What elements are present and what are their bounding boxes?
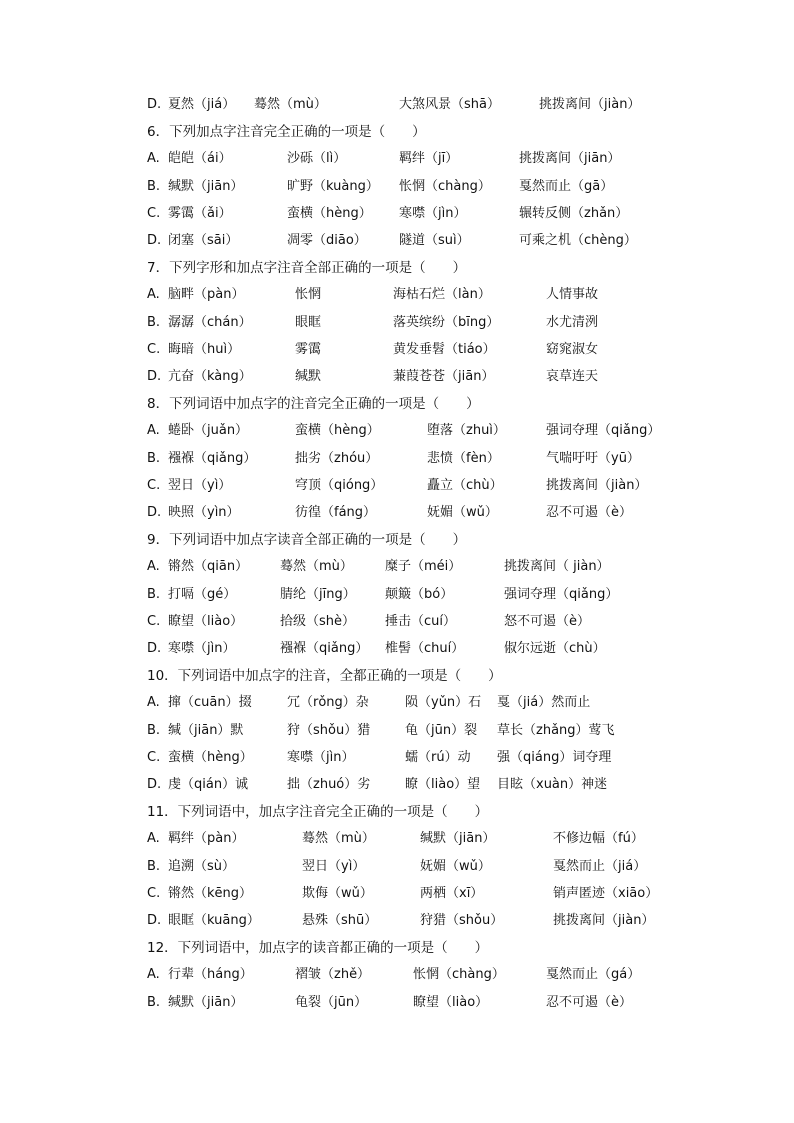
option-term: 忍不可遏（è）: [546, 994, 632, 1010]
option-label: B.: [147, 586, 161, 602]
option-term: 蓦然（mù）: [302, 831, 375, 847]
option-term: 蒹葭苍苍（jiān）: [393, 369, 495, 384]
option-term: 锵然（kēng）: [168, 885, 253, 901]
option-term: 蛮横（hèng）: [295, 423, 380, 439]
option-label: D.: [147, 233, 162, 248]
option-term: 强词夺理（qiǎng）: [546, 423, 661, 439]
option-term: 欺侮（wǔ）: [302, 885, 373, 901]
option-term: 妩媚（wǔ）: [427, 505, 498, 520]
option-term: 糜子（méi）: [385, 559, 462, 575]
option-term: 两栖（xī）: [420, 885, 484, 901]
option-term: 褶皱（zhě）: [295, 967, 371, 983]
option-term: 雾霭: [295, 341, 322, 357]
option-term: 行辈（háng）: [168, 967, 253, 983]
option-term: 旷野（kuàng）: [287, 178, 379, 194]
option-term: 亢奋（kàng）: [168, 369, 252, 384]
option-term: 大煞风景（shā）: [399, 97, 500, 112]
option-term: 潺潺（chán）: [168, 314, 252, 330]
option-term: 龟裂（jūn）: [295, 994, 368, 1010]
option-term: 映照（yìn）: [168, 505, 240, 520]
option-term: 腈纶（jīng）: [280, 586, 356, 602]
option-term: 堕落（zhuì）: [427, 423, 506, 439]
option-term: 夏然（jiá）: [168, 97, 236, 112]
option-term: 羁绊（pàn）: [168, 831, 245, 847]
option-term: 可乘之机（chèng）: [519, 233, 637, 248]
option-term: 皑皑（ái）: [168, 151, 232, 167]
option-term: 寒噤（jìn）: [399, 205, 467, 221]
option-label: D.: [147, 97, 162, 112]
option-label: A.: [147, 423, 160, 439]
option-term: 戛然而止（jiá）: [553, 858, 647, 874]
option-term: 强（qiáng）词夺理: [497, 749, 612, 765]
option-term: 挑拨离间（jiàn）: [546, 477, 648, 493]
option-label: B.: [147, 722, 161, 738]
option-label: D.: [147, 505, 162, 520]
option-term: 窈窕淑女: [546, 341, 599, 357]
option-label: C.: [147, 885, 161, 901]
option-label: B.: [147, 314, 161, 330]
option-label: A.: [147, 287, 160, 303]
option-term: 瞭望（liào）: [413, 994, 489, 1010]
option-term: 襁褓（qiǎng）: [280, 641, 369, 656]
option-term: 俶尔远逝（chù）: [504, 641, 606, 656]
option-term: 拙（zhuó）劣: [287, 777, 371, 792]
option-term: 怅惘（chàng）: [413, 967, 505, 983]
option-label: D.: [147, 369, 162, 384]
option-term: 羁绊（jī）: [399, 151, 459, 167]
option-term: 瞭望（liào）: [168, 613, 244, 629]
option-term: 缄默（jiān）: [420, 831, 496, 847]
option-term: 海枯石烂（làn）: [393, 287, 491, 303]
option-term: 强词夺理（qiǎng）: [504, 586, 619, 602]
question-stem: 9．下列词语中加点字读音全部正确的一项是（ ）: [147, 532, 467, 549]
option-term: 寒噤（jìn）: [168, 641, 236, 656]
question-stem: 7．下列字形和加点字注音全部正确的一项是（ ）: [147, 260, 467, 277]
option-term: 缄默: [295, 369, 322, 384]
option-label: D.: [147, 777, 162, 792]
option-term: 撺（cuān）掇: [168, 695, 252, 711]
option-term: 忍不可遏（è）: [546, 505, 632, 520]
option-term: 黄发垂髫（tiáo）: [393, 341, 496, 357]
option-term: 雾霭（ǎi）: [168, 205, 232, 221]
option-term: 瞭（liào）望: [405, 777, 481, 792]
option-term: 拙劣（zhóu）: [295, 450, 379, 466]
question-stem: 8．下列词语中加点字的注音完全正确的一项是（ ）: [147, 396, 480, 413]
option-term: 陨（yǔn）石: [405, 695, 482, 711]
option-term: 襁褓（qiǎng）: [168, 450, 257, 466]
option-label: A.: [147, 967, 160, 983]
option-term: 水尤清洌: [546, 314, 599, 330]
option-term: 戛然而止（gá）: [546, 967, 641, 983]
option-term: 打嗝（gé）: [168, 586, 237, 602]
option-term: 怅惘: [295, 287, 322, 303]
option-term: 怒不可遏（è）: [504, 613, 590, 629]
option-term: 缄（jiān）默: [168, 722, 244, 738]
option-label: A.: [147, 831, 160, 847]
option-term: 虔（qián）诚: [168, 777, 249, 792]
option-term: 草长（zhǎng）莺飞: [497, 722, 615, 738]
option-term: 脑畔（pàn）: [168, 287, 245, 303]
option-term: 沙砾（lì）: [287, 151, 347, 167]
option-term: 辗转反侧（zhǎn）: [519, 205, 629, 221]
option-term: 悲愤（fèn）: [427, 450, 500, 466]
option-term: 狩猎（shǒu）: [420, 913, 504, 928]
option-term: 寒噤（jìn）: [287, 749, 355, 765]
option-term: 戛然而止（gā）: [519, 178, 614, 194]
option-term: 狩（shǒu）猎: [287, 722, 371, 738]
option-term: 悬殊（shū）: [302, 913, 378, 928]
option-term: 气喘吁吁（yū）: [546, 450, 640, 466]
option-term: 怅惘（chàng）: [399, 178, 491, 194]
option-term: 戛（jiá）然而止: [497, 695, 591, 711]
option-label: B.: [147, 450, 161, 466]
option-term: 龟（jūn）裂: [405, 722, 478, 738]
option-term: 晦暗（huì）: [168, 341, 241, 357]
option-term: 冗（rǒng）杂: [287, 695, 369, 711]
option-label: B.: [147, 858, 161, 874]
question-stem: 12．下列词语中，加点字的读音都正确的一项是（ ）: [147, 940, 489, 957]
option-term: 拾级（shè）: [280, 613, 356, 629]
option-term: 蠕（rú）动: [405, 749, 471, 765]
option-term: 不修边幅（fú）: [553, 831, 644, 847]
option-label: D.: [147, 641, 162, 656]
option-term: 蓦然（mù）: [280, 559, 353, 575]
question-stem: 11．下列词语中，加点字注音完全正确的一项是（ ）: [147, 804, 489, 821]
option-term: 缄默（jiān）: [168, 994, 244, 1010]
option-term: 妩媚（wǔ）: [420, 858, 491, 874]
option-term: 目眩（xuàn）神迷: [497, 777, 608, 792]
option-term: 闭塞（sāi）: [168, 233, 239, 248]
option-term: 穹顶（qióng）: [295, 477, 384, 493]
option-label: C.: [147, 477, 161, 493]
option-label: A.: [147, 151, 160, 167]
option-term: 蛮横（hèng）: [287, 205, 372, 221]
question-stem: 6．下列加点字注音完全正确的一项是（ ）: [147, 124, 426, 141]
option-term: 锵然（qiān）: [168, 559, 249, 575]
option-term: 蛮横（hèng）: [168, 749, 253, 765]
option-term: 蜷卧（juǎn）: [168, 423, 249, 439]
question-stem: 10．下列词语中加点字的注音，全都正确的一项是（ ）: [147, 668, 502, 685]
option-term: 缄默（jiān）: [168, 178, 244, 194]
option-term: 彷徨（fáng）: [295, 505, 377, 520]
option-term: 凋零（diāo）: [287, 233, 367, 248]
option-label: B.: [147, 178, 161, 194]
option-term: 挑拨离间（jiān）: [519, 151, 621, 167]
option-term: 椎髻（chuí）: [385, 641, 465, 656]
option-term: 眼眶: [295, 314, 322, 330]
option-term: 挑拨离间（ jiàn）: [504, 559, 610, 575]
option-term: 哀草连天: [546, 369, 599, 384]
option-term: 隧道（suì）: [399, 233, 470, 248]
option-label: C.: [147, 613, 161, 629]
option-label: C.: [147, 205, 161, 221]
option-term: 矗立（chù）: [427, 477, 503, 493]
option-term: 颠簸（bó）: [385, 586, 454, 602]
option-label: C.: [147, 749, 161, 765]
option-label: C.: [147, 341, 161, 357]
option-term: 人情事故: [546, 287, 599, 303]
option-term: 落英缤纷（bīng）: [393, 314, 500, 330]
option-term: 翌日（yì）: [168, 477, 232, 493]
option-label: D.: [147, 913, 162, 928]
option-term: 挑拨离间（jiàn）: [553, 913, 655, 928]
option-term: 追溯（sù）: [168, 858, 236, 874]
option-term: 蓦然（mù）: [254, 97, 327, 112]
option-label: B.: [147, 994, 161, 1010]
option-term: 眼眶（kuāng）: [168, 913, 260, 928]
option-label: A.: [147, 695, 160, 711]
option-label: A.: [147, 559, 160, 575]
option-term: 销声匿迹（xiāo）: [553, 885, 659, 901]
option-term: 翌日（yì）: [302, 858, 366, 874]
option-term: 挑拨离间（jiàn）: [539, 97, 641, 112]
option-term: 捶击（cuí）: [385, 613, 456, 629]
